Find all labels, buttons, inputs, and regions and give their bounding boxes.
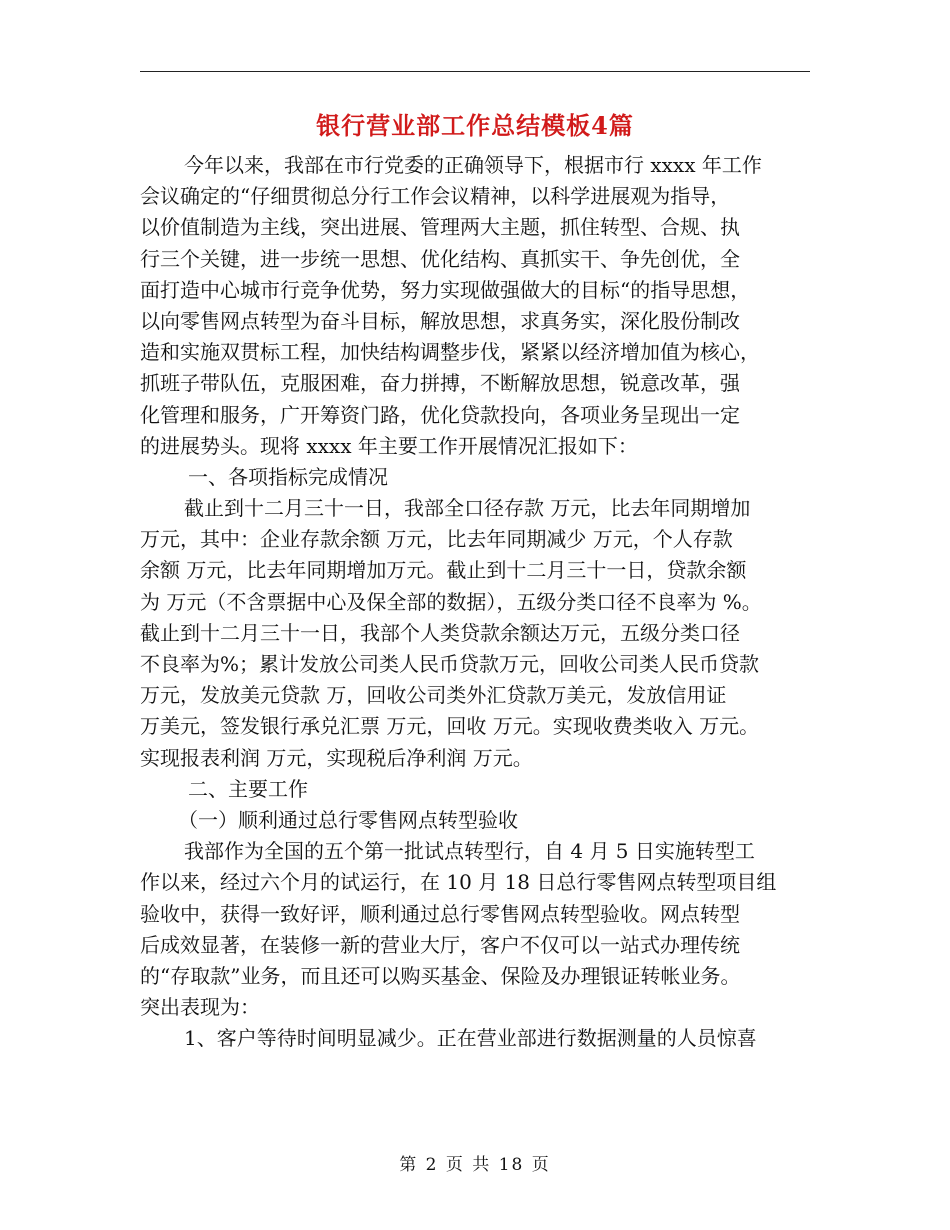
paragraph-line: 作以来，经过六个月的试运行，在 10 月 18 日总行零售网点转型项目组: [140, 870, 777, 895]
paragraph-line: 化管理和服务，广开筹资门路，优化贷款投向，各项业务呈现出一定: [140, 402, 740, 427]
paragraph-line: 万元，发放美元贷款 万，回收公司类外汇贷款万美元，发放信用证: [140, 683, 727, 708]
paragraph-line: 突出表现为：: [140, 995, 260, 1020]
paragraph-line: 以向零售网点转型为奋斗目标，解放思想，求真务实，深化股份制改: [140, 308, 740, 333]
paragraph-line: 后成效显著，在装修一新的营业大厅，客户不仅可以一站式办理传统: [140, 932, 740, 957]
document-title: 银行营业部工作总结模板4篇: [316, 111, 634, 140]
page-number-footer: 第 2 页 共 18 页: [399, 1155, 551, 1175]
paragraph-line: 会议确定的“仔细贯彻总分行工作会议精神，以科学进展观为指导，: [140, 184, 731, 209]
paragraph-line: 截止到十二月三十一日，我部个人类贷款余额达万元，五级分类口径: [140, 620, 740, 645]
header-rule: [140, 71, 810, 72]
section-heading: 一、各项指标完成情况: [188, 464, 388, 489]
paragraph-line: 今年以来，我部在市行党委的正确领导下，根据市行 xxxx 年工作: [184, 153, 762, 177]
paragraph-line: 实现报表利润 万元，实现税后净利润 万元。: [140, 745, 533, 770]
paragraph-line: 1、客户等待时间明显减少。正在营业部进行数据测量的人员惊喜: [184, 1026, 757, 1051]
paragraph-line: 我部作为全国的五个第一批试点转型行，自 4 月 5 日实施转型工: [184, 839, 755, 864]
paragraph-line: 不良率为%；累计发放公司类人民币贷款万元，回收公司类人民币贷款: [140, 652, 760, 676]
paragraph-line: 造和实施双贯标工程，加快结构调整步伐，紧紧以经济增加值为核心，: [140, 340, 760, 365]
paragraph-line: 的“存取款”业务，而且还可以购买基金、保险及办理银证转帐业务。: [140, 963, 741, 988]
document-body: [140, 150, 815, 1054]
paragraph-line: 余额 万元，比去年同期增加万元。截止到十二月三十一日，贷款余额: [140, 558, 747, 583]
paragraph-line: 万元，其中：企业存款余额 万元，比去年同期减少 万元，个人存款: [140, 527, 733, 552]
paragraph-line: 的进展势头。现将 xxxx 年主要工作开展情况汇报如下：: [140, 433, 638, 458]
paragraph-line: 截止到十二月三十一日，我部全口径存款 万元，比去年同期增加: [184, 496, 751, 521]
paragraph-line: 万美元，签发银行承兑汇票 万元，回收 万元。实现收费类收入 万元。: [140, 714, 760, 739]
paragraph-line: 抓班子带队伍，克服困难，奋力拼搏，不断解放思想，锐意改革，强: [140, 371, 740, 396]
section-heading: 二、主要工作: [188, 776, 308, 801]
subsection-heading: （一）顺利通过总行零售网点转型验收: [178, 807, 518, 832]
paragraph-line: 面打造中心城市行竞争优势，努力实现做强做大的目标“的指导思想，: [140, 277, 751, 302]
paragraph-line: 行三个关键，进一步统一思想、优化结构、真抓实干、争先创优，全: [140, 246, 740, 271]
paragraph-line: 为 万元（不含票据中心及保全部的数据），五级分类口径不良率为 %。: [140, 589, 762, 614]
paragraph-line: 验收中，获得一致好评，顺利通过总行零售网点转型验收。网点转型: [140, 901, 740, 926]
paragraph-line: 以价值制造为主线，突出进展、管理两大主题，抓住转型、合规、执: [140, 215, 740, 240]
